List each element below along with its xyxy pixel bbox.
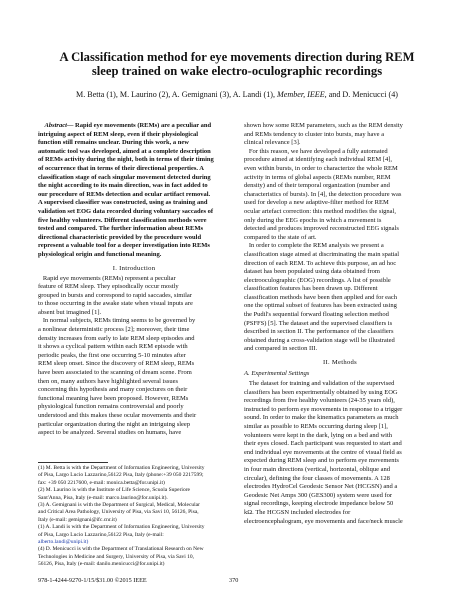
body-line: In order to complete the REM analysis we present a (248, 242, 384, 250)
body-line: concerning this hypothesis and many conjectures on their (38, 386, 188, 394)
abstract-line: physiological origin and functional meaning. (38, 250, 162, 258)
body-line: physiological function remains controversial and poorly (38, 403, 184, 411)
body-line: grouped in bursts and correspond to rapid saccades, similar (38, 291, 192, 299)
section-heading-methods: II. Methods (322, 359, 358, 367)
body-line: classification methods have been then applied and for each (244, 293, 398, 301)
body-line: and REMs tendency to cluster into bursts, may have a (244, 130, 385, 138)
body-line: then on, many authors have highlighted several issues (38, 377, 179, 385)
body-line: functional meaning have been proposed. However, REMs (38, 394, 189, 402)
body-line: to those occurring in the awake state when visual inputs are (38, 300, 193, 308)
body-line: Geodesic Net Amps 300 (GES300) system were used for (244, 491, 393, 499)
body-line: one the optimal subset of features has been extracted using (244, 302, 397, 310)
footnote-line: (3) A. Gemignani is with the Department of Surgical, Medical, Molecular (38, 501, 200, 508)
footnote-line: Sant'Anna, Pisa, Italy (e-mail: marco.laurino@for.unipi.it). (38, 494, 168, 501)
body-line: density) and of their temporal organization (number and (244, 182, 390, 190)
introduction-continued (244, 122, 436, 354)
body-line: understood and this makes these ocular movements and their (38, 412, 197, 419)
body-line: Rapid eye movements (REMs) represent a peculiar (42, 274, 176, 282)
footnote-line: (4) D. Menicucci is with the Department of Translational Research on New (38, 546, 204, 553)
body-line: procedure aimed at identifying each individual REM [4], (244, 156, 393, 164)
body-line: electrooculographic (EOG) recordings. A list of possible (244, 276, 391, 284)
abstract-line: automatic tool was developed, aimed at a complete description (38, 147, 211, 155)
body-line: classification stage aimed at discriminating the main spatial (244, 250, 400, 258)
body-line: REM sleep onset. Since the discovery of REM sleep, REMs (38, 360, 195, 368)
footnote-line: and Critical Area Pathology, University of Pisa, via Savi 10, 56126, Pisa, (38, 509, 199, 516)
body-line: similar as possible to REMs occurring during sleep [1], (244, 423, 388, 430)
body-line: used for develop a new adaptive-filter method for REM (244, 199, 389, 207)
body-line: clinical relevance [3]. (244, 139, 301, 147)
body-line: it shows a cyclical pattern within each REM episode with (38, 343, 188, 351)
footnote-line: 56126, Pisa, Italy (e-mail: danilo.menicucci@for.unipi.it) (38, 561, 165, 568)
body-line: For this reason, we have developed a fully automated (248, 147, 388, 155)
introduction-body (38, 275, 230, 438)
body-line: the Pudil's sequential forward floating selection method (244, 311, 389, 319)
abstract-line: classification stage of each singular movement detected during (38, 173, 211, 181)
body-line: have been associated to the scanning of dream scene. From (38, 369, 192, 377)
body-line: absent but imagined [1]. (38, 308, 102, 316)
footnote-divider (38, 462, 108, 463)
body-line: In normal subjects, REMs timing seems to be governed by (42, 317, 196, 325)
body-line: in four main directions (vertical, horizontal, oblique and (244, 465, 391, 473)
body-line: The dataset for training and validation of the supervised (248, 380, 395, 388)
abstract-line: of REMs activity during the night, both in terms of their timing (38, 156, 214, 164)
authors-text: M. Betta (1), M. Laurino (2), A. Gemignani (3), A. Landi (1), (76, 90, 275, 99)
body-line: volunteers were kept in the dark, lying on a bed and with (244, 431, 393, 439)
footnote-line: Technologies in Medicine and Surgery, University of Pisa, via Savi 10, (38, 553, 195, 560)
title-line-2: sleep trained on wake electro-oculographic recordings (91, 64, 383, 79)
footnote-line: of Pisa, Largo Lucio Lazzarino,56122 Pisa, Italy (phone:+39 050 2217599; (38, 472, 204, 479)
footnote-line: (1) A. Landi is with the Department of Information Engineering, University (38, 524, 205, 531)
footnote-line: (1) M. Betta is with the Department of Information Engineering, University (38, 465, 205, 471)
body-line: density increases from early to late REM sleep episodes and (38, 334, 195, 342)
left-column (38, 122, 230, 438)
body-line: sound. In order to make the kinematics parameters as much (244, 414, 399, 422)
copyright-footer: 978-1-4244-9270-1/15/$31.00 ©2015 IEEE (38, 577, 147, 584)
body-line: expected during REM sleep and to perform eye movements (244, 457, 399, 465)
body-line: electrodes HydroCel Geodesic Sensor Net (HCGSN) and a (244, 483, 398, 491)
body-line: end individual eye movements at the centre of visual field as (244, 448, 402, 456)
body-line: dataset has been populated using data obtained from (244, 268, 380, 276)
methods-body (244, 380, 436, 526)
body-line: only during the EEG epochs in which a movement is (244, 216, 382, 224)
title-line-1: A Classification method for eye movements direction during REM (59, 50, 415, 64)
abstract-line: A supervised classifier was constructed, using as training and (38, 199, 208, 207)
body-line: obtained during a cross-validation stage will be illustrated (244, 336, 395, 344)
body-line: classification features has been drawn up. Different (244, 285, 378, 293)
footnote-line: Italy (e-mail: gemignani@ifc.cnr.it) (38, 516, 117, 523)
abstract-line: Abstract— Rapid eye movements (REMs) are a peculiar and (44, 122, 212, 129)
paper-title (40, 50, 434, 79)
abstract-line: the night according to its main direction, was in fact added to (38, 182, 208, 190)
body-line: ocular artefact correction: this method modifies the signal, (244, 207, 396, 215)
body-line: feature of REM sleep. They episodically occur mostly (38, 283, 179, 291)
abstract-line: tested and compared. The further information about REMs (38, 225, 204, 233)
body-line: recordings from five healthy volunteers (24-35 years old), (244, 397, 395, 405)
body-line: activity in terms of global aspects (REMs number, REM (244, 173, 391, 181)
body-line: signal recordings, keeping electrode impedance below 50 (244, 500, 394, 508)
abstract (38, 122, 230, 260)
body-line: particular organization during the night an intriguing sleep (38, 420, 191, 428)
abstract-line: five healthy volunteers. Different classification methods were (38, 216, 207, 224)
abstract-line: our procedure of REMs detection and ocular artifact removal. (38, 190, 211, 198)
body-line: and compared in section III. (244, 345, 318, 353)
right-column (244, 122, 436, 526)
footnote-email-link[interactable]: alberto.landi@unipi.it) (38, 538, 89, 545)
authors-membership: Member, IEEE, (277, 90, 327, 99)
abstract-line: intriguing aspect of REM sleep, even if their physiological (38, 130, 199, 138)
footnote-line: fax: +39 050 2217600, e-mail: monica.betta@for.unipi.it) (38, 479, 165, 486)
body-line: described in section II. The performance of the classifiers (244, 328, 394, 336)
body-line: a nonlinear deterministic process [2]; moreover, their time (38, 326, 190, 334)
abstract-line: validation set EOG data recorded during voluntary saccades of (38, 207, 214, 215)
page-number: 370 (229, 577, 239, 584)
body-line: direction of each REM. To achieve this purpose, an ad hoc (244, 259, 397, 267)
body-line: compared to the state of art. (244, 233, 317, 241)
authors-text-end: and D. Menicucci (4) (328, 90, 398, 99)
section-heading-introduction: I. Introduction (112, 264, 156, 272)
body-line: circular), defining the four classes of movements. A 128 (244, 474, 390, 482)
body-line: detected and produces improved reconstructed EEG signals (244, 225, 399, 233)
body-line: periodic peaks, the first one occurring 5-10 minutes after (38, 351, 186, 359)
body-line: classifiers has been experimentally obtained by using EOG (244, 388, 398, 396)
abstract-label: Abstract (44, 122, 67, 129)
footnote-line: (2) M. Laurino is with the Institute of Life Science, Scuola Superiore (38, 487, 190, 494)
author-footnotes (38, 465, 230, 568)
author-list (30, 90, 444, 100)
footnote-line: of Pisa, Largo Lucio Lazzarino,56122 Pisa, Italy (e-mail: (38, 531, 164, 538)
abstract-line: directional characteristic provided by the procedure would (38, 233, 202, 241)
abstract-line: represent a valuable tool for a deeper investigation into REMs (38, 242, 210, 250)
body-line: even within bursts, in order to characterize the whole REM (244, 164, 398, 172)
body-line: their eyes closed. Each participant was requested to start and (244, 440, 402, 448)
body-line: electroencephalogram, eye movements and face/neck muscle (244, 517, 403, 525)
body-line: kΩ. The HCGSN included electrodes for (244, 508, 351, 516)
body-line: shown how some REM parameters, such as the REM density (244, 122, 403, 129)
body-line: instructed to perform eye movements in response to a trigger (244, 405, 403, 413)
body-line: (PSFFS) [5]. The dataset and the supervised classifiers is (244, 319, 393, 327)
abstract-line: function still remains unclear. During this work, a new (38, 139, 189, 147)
body-line: aspect to be analyzed. Several studies on humans, have (38, 429, 182, 437)
body-line: characteristics of bursts). In [4], the detection procedure was (244, 190, 402, 198)
abstract-line: of occurrence that in terms of their directional properties. A (38, 164, 204, 172)
subsection-heading-experimental-settings: A. Experimental Settings (244, 370, 310, 378)
